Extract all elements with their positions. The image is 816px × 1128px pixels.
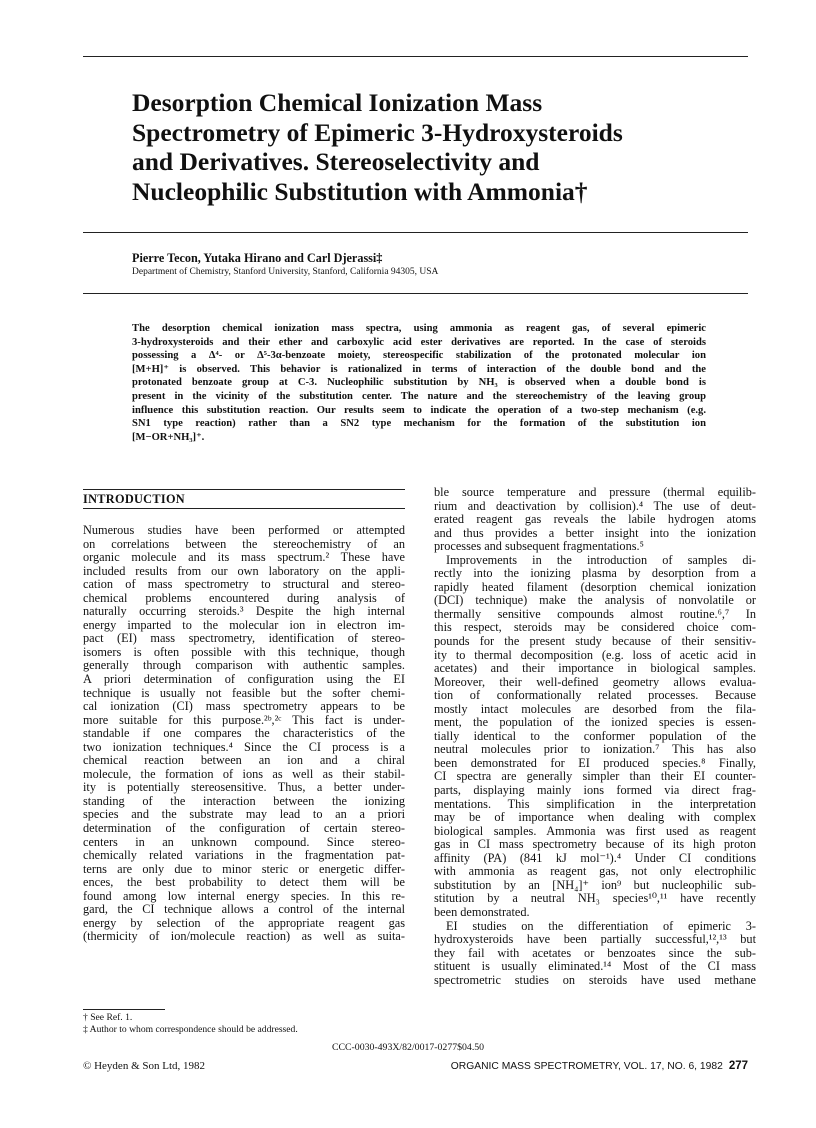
- right-column: [434, 486, 756, 987]
- section-underline: [83, 508, 405, 509]
- body-line: generally through comparison with authentic samples.: [83, 658, 405, 673]
- body-line: spectrometric studies on steroids have used methane: [434, 972, 756, 987]
- body-line: ences, the best probability to detect them will be: [83, 875, 405, 890]
- author-rule: [83, 293, 748, 294]
- body-line: found among low internal energy species. In this re-: [83, 888, 405, 903]
- body-line: standable if one compares the characteristics of the: [83, 726, 405, 741]
- body-line: (DCI) technique) make the analysis of nonvolatile or: [434, 593, 756, 608]
- footnote-rule: [83, 1009, 165, 1010]
- body-line: two ionization techniques.⁴ Since the CI process is a: [83, 739, 405, 754]
- body-line: and thus provides a better insight into the ionization: [434, 525, 756, 540]
- abstract-line: [M+H]⁺ is observed. This behavior is rationalized in terms of interaction of the double bond and the: [132, 363, 706, 375]
- body-line: this respect, steroids may be considered choice com-: [434, 620, 756, 635]
- abstract-line: influence this substitution reaction. Our results seem to indicate the operation of a two-step mechanism (e.g.: [132, 404, 706, 416]
- body-line: standing of the interaction between the ionizing: [83, 793, 405, 808]
- footnote: ‡ Author to whom correspondence should be addressed.: [83, 1024, 298, 1036]
- body-line: rectly into the ionizing plasma by desorption from a: [434, 566, 756, 581]
- abstract-line: SN1 type reaction) rather than a SN2 type mechanism for the formation of the substitution ion: [132, 418, 706, 430]
- abstract: [132, 322, 706, 444]
- affiliation: Department of Chemistry, Stanford University, Stanford, California 94305, USA: [132, 267, 439, 277]
- body-line: neutral molecules prior to ionization.⁷ This has also: [434, 742, 756, 757]
- body-line: (thermicity of ion/molecule reaction) as well as suita-: [83, 929, 405, 944]
- body-line: they fail with acetates or benzoates since the sub-: [434, 945, 756, 960]
- copyright: © Heyden & Son Ltd, 1982: [83, 1060, 206, 1072]
- body-line: pact (EI) mass spectrometry, identification of stereo-: [83, 631, 405, 646]
- body-line: hydroxysteroids have been partially successful,¹²,¹³ but: [434, 932, 756, 947]
- body-line: thermally sensitive compounds almost routine.⁶,⁷ In: [434, 606, 756, 621]
- body-line: centers in an unknown compound. Since stereo-: [83, 834, 405, 849]
- body-line: mostly intact molecules are desorbed from the fila-: [434, 701, 756, 716]
- abstract-line: The desorption chemical ionization mass spectra, using ammonia as reagent gas, of several epimeric: [132, 323, 706, 334]
- body-line: more suitable for this purpose.²ᵇ,²ᶜ This fact is under-: [83, 712, 405, 727]
- body-line: been demonstrated for EI produced species.⁸ Finally,: [434, 755, 756, 770]
- title-line: Nucleophilic Substitution with Ammonia†: [132, 176, 588, 206]
- body-line: gas in CI mass spectrometry because of its high proton: [434, 837, 756, 852]
- footnote: † See Ref. 1.: [83, 1012, 133, 1023]
- footnotes: [83, 1012, 298, 1036]
- title-line: Desorption Chemical Ionization Mass: [132, 88, 543, 117]
- section-heading: INTRODUCTION: [83, 492, 185, 506]
- body-line: rapidly heated filament (desorption chemical ionization: [434, 579, 756, 594]
- page-number: 277: [728, 1060, 748, 1072]
- body-line: with ammonia as reagent gas, not only electrophilic: [434, 864, 756, 879]
- title-line: and Derivatives. Stereoselectivity and: [132, 147, 540, 176]
- body-line: acetates) and their importance in biological samples.: [434, 661, 756, 676]
- article-title: [132, 88, 732, 206]
- body-line: Numerous studies have been performed or attempted: [83, 523, 405, 537]
- abstract-line: present in the vicinity of the substitution center. The nature and the stereochemistry of the leaving group: [132, 390, 706, 402]
- body-line: been demonstrated.: [434, 904, 530, 919]
- abstract-line: 3-hydroxysteroids and their ether and carboxylic acid ester derivatives are reported. In the case of steroids: [132, 336, 706, 348]
- body-line: determination of the configuration of certain stereo-: [83, 821, 405, 836]
- body-line: ble source temperature and pressure (thermal equilib-: [434, 485, 756, 499]
- body-line: Improvements in the introduction of samples di-: [446, 552, 756, 567]
- body-line: cation of mass spectrometry to structural and stereo-: [83, 577, 405, 592]
- body-line: molecule, the formation of ions as well as their stabil-: [83, 766, 405, 781]
- body-line: affinity (PA) (841 kJ mol⁻¹).⁴ Under CI conditions: [434, 850, 756, 865]
- body-line: processes and subsequent fragmentations.⁵: [434, 539, 644, 554]
- body-line: EI studies on the differentiation of epimeric 3-: [446, 918, 756, 933]
- article-code: CCC-0030-493X/82/0017-0277$04.50: [331, 1042, 485, 1053]
- body-line: Moreover, their well-defined geometry allows evalua-: [434, 674, 756, 689]
- body-line: included results from our own laboratory on the appli-: [83, 563, 405, 578]
- body-line: tion of conformationally related processes. Because: [434, 688, 756, 703]
- abstract-line: [M−OR+NH₃]⁺.: [132, 431, 205, 443]
- body-line: A priori determination of configuration using the EI: [83, 672, 405, 687]
- body-line: gard, the CI technique allows a control of the internal: [83, 902, 405, 917]
- body-line: stitution by a neutral NH₃ species¹⁰,¹¹ have recently: [434, 891, 756, 906]
- body-line: parts, displaying mainly ions formed via direct frag-: [434, 783, 756, 798]
- body-line: pounds for the present study because of their sensitiv-: [434, 634, 756, 649]
- body-line: species and the substrate may lead to an a priori: [83, 807, 405, 822]
- body-line: rium and deactivation by collision).⁴ The use of deut-: [434, 498, 756, 513]
- body-line: on correlations between the stereochemistry of an: [83, 536, 405, 551]
- section-rule: [83, 489, 405, 490]
- left-column: [83, 524, 405, 944]
- body-line: cal ionization (CI) mass spectrometry appears to be: [83, 699, 405, 714]
- body-line: chemical reaction between an ion and a chiral: [83, 753, 405, 768]
- body-line: isomers is often possible with this technique, though: [83, 644, 405, 659]
- body-line: ity is potentially stereosensitive. Thus, a better under-: [83, 780, 405, 795]
- body-line: terns are only due to minor steric or energetic differ-: [83, 861, 405, 876]
- body-line: substitution by an [NH₄]⁺ ion⁹ but nucleophilic sub-: [434, 877, 756, 892]
- body-line: energy by selection of the appropriate reagent gas: [83, 915, 405, 930]
- body-line: ment, the population of the ionized species is essen-: [434, 715, 756, 730]
- top-rule: [83, 56, 748, 57]
- body-line: mentations. This simplification in the interpretation: [434, 796, 756, 811]
- journal-reference: ORGANIC MASS SPECTROMETRY, VOL. 17, NO. 6, 1982: [450, 1061, 723, 1072]
- title-rule: [83, 232, 748, 233]
- authors: Pierre Tecon, Yutaka Hirano and Carl Djerassi‡: [132, 251, 383, 265]
- body-line: technique is usually not feasible but the softer chemi-: [83, 685, 405, 700]
- body-line: chemical problems encountered during analysis of: [83, 590, 405, 605]
- body-line: naturally occurring steroids.³ Despite the high internal: [83, 604, 405, 619]
- body-line: stituent is usually eliminated.¹⁴ Most of the CI mass: [434, 959, 756, 974]
- abstract-line: protonated benzoate group at C-3. Nucleophilic substitution by NH₃ is observed when a double bond is: [132, 377, 706, 389]
- journal-footer: [440, 1060, 748, 1072]
- body-line: CI spectra are generally simpler than their EI counter-: [434, 769, 756, 784]
- body-line: biological samples. Ammonia was first used as reagent: [434, 823, 756, 838]
- title-line: Spectrometry of Epimeric 3-Hydroxysteroids: [132, 117, 623, 147]
- body-line: organic molecule and its mass spectrum.² These have: [83, 550, 405, 565]
- body-line: erated reagent gas reveals the labile hydrogen atoms: [434, 512, 756, 527]
- abstract-line: possessing a Δ⁴- or Δ⁵-3α-benzoate moiety, stereospecific stabilization of the protonated molecular ion: [132, 350, 706, 362]
- body-line: energy imparted to the molecular ion in electron im-: [83, 617, 405, 632]
- body-line: may be of importance when dealing with complex: [434, 810, 756, 825]
- body-line: tially identical to the conformer population of the: [434, 728, 756, 743]
- body-line: ity to thermal decomposition (e.g. loss of acetic acid in: [434, 647, 756, 662]
- body-line: chemically related variations in the fragmentation pat-: [83, 848, 405, 863]
